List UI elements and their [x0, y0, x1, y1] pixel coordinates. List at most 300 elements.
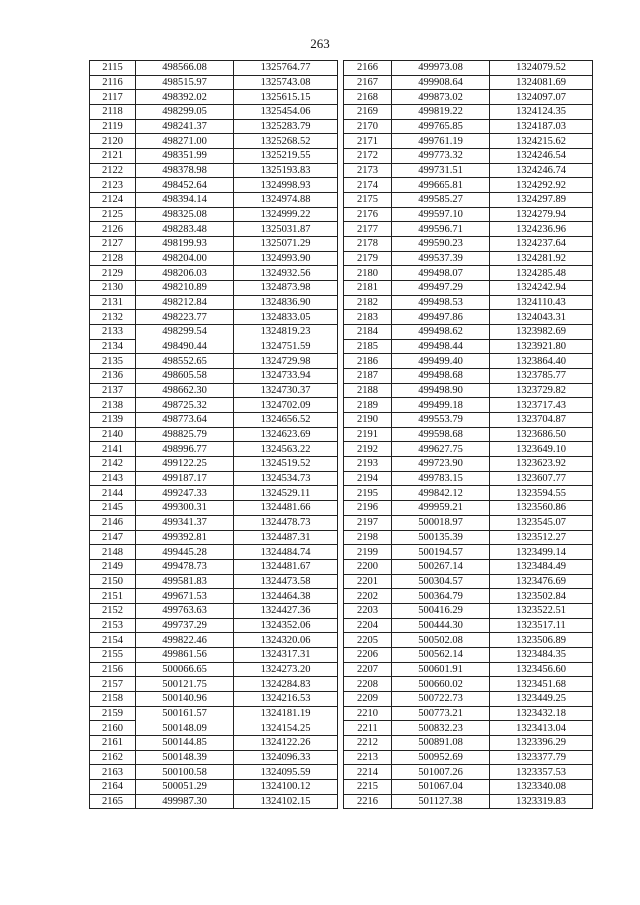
x-coordinate-cell: 499973.08: [392, 61, 490, 76]
table-row: [90, 662, 338, 677]
y-coordinate-cell: 1325615.15: [234, 90, 338, 105]
x-coordinate-cell: 499596.71: [392, 222, 490, 237]
point-number-cell: 2211: [344, 721, 392, 736]
table-row: [90, 119, 338, 134]
y-coordinate-cell: 1323864.40: [490, 354, 593, 369]
y-coordinate-cell: 1324819.23: [234, 325, 338, 340]
table-row: [90, 574, 338, 589]
table-row: [344, 251, 593, 266]
point-number-cell: 2133: [90, 325, 136, 340]
table-row: [90, 149, 338, 164]
table-row: [90, 398, 338, 413]
y-coordinate-cell: 1323484.49: [490, 559, 593, 574]
table-row: [344, 574, 593, 589]
y-coordinate-cell: 1324623.69: [234, 427, 338, 442]
point-number-cell: 2135: [90, 354, 136, 369]
x-coordinate-cell: 499959.21: [392, 501, 490, 516]
table-row: [344, 735, 593, 750]
point-number-cell: 2198: [344, 530, 392, 545]
y-coordinate-cell: 1324427.36: [234, 603, 338, 618]
point-number-cell: 2189: [344, 398, 392, 413]
x-coordinate-cell: 500161.57: [136, 706, 234, 721]
table-row: [90, 281, 338, 296]
x-coordinate-cell: 499773.32: [392, 149, 490, 164]
point-number-cell: 2210: [344, 706, 392, 721]
x-coordinate-cell: 500304.57: [392, 574, 490, 589]
y-coordinate-cell: 1324297.89: [490, 193, 593, 208]
x-coordinate-cell: 499553.79: [392, 413, 490, 428]
point-number-cell: 2117: [90, 90, 136, 105]
y-coordinate-cell: 1323704.87: [490, 413, 593, 428]
table-row: [90, 706, 338, 721]
x-coordinate-cell: 498241.37: [136, 119, 234, 134]
table-row: [90, 207, 338, 222]
point-number-cell: 2168: [344, 90, 392, 105]
y-coordinate-cell: 1323785.77: [490, 369, 593, 384]
point-number-cell: 2202: [344, 589, 392, 604]
table-row: [344, 442, 593, 457]
x-coordinate-cell: 498206.03: [136, 266, 234, 281]
point-number-cell: 2169: [344, 105, 392, 120]
y-coordinate-cell: 1324095.59: [234, 765, 338, 780]
x-coordinate-cell: 499300.31: [136, 501, 234, 516]
x-coordinate-cell: 499445.28: [136, 545, 234, 560]
y-coordinate-cell: 1324237.64: [490, 237, 593, 252]
table-row: [344, 90, 593, 105]
x-coordinate-cell: 498351.99: [136, 149, 234, 164]
y-coordinate-cell: 1324246.54: [490, 149, 593, 164]
point-number-cell: 2118: [90, 105, 136, 120]
point-number-cell: 2196: [344, 501, 392, 516]
x-coordinate-cell: 499498.62: [392, 325, 490, 340]
point-number-cell: 2122: [90, 163, 136, 178]
point-number-cell: 2214: [344, 765, 392, 780]
y-coordinate-cell: 1324100.12: [234, 779, 338, 794]
y-coordinate-cell: 1324836.90: [234, 295, 338, 310]
point-number-cell: 2187: [344, 369, 392, 384]
x-coordinate-cell: 499537.39: [392, 251, 490, 266]
point-number-cell: 2165: [90, 794, 136, 809]
table-row: [344, 750, 593, 765]
point-number-cell: 2176: [344, 207, 392, 222]
table-row: [344, 691, 593, 706]
y-coordinate-cell: 1324215.62: [490, 134, 593, 149]
table-row: [90, 794, 338, 809]
x-coordinate-cell: 500773.21: [392, 706, 490, 721]
y-coordinate-cell: 1324487.31: [234, 530, 338, 545]
y-coordinate-cell: 1324043.31: [490, 310, 593, 325]
y-coordinate-cell: 1324154.25: [234, 721, 338, 736]
x-coordinate-cell: 499842.12: [392, 486, 490, 501]
x-coordinate-cell: 498283.48: [136, 222, 234, 237]
table-row: [344, 369, 593, 384]
point-number-cell: 2142: [90, 457, 136, 472]
table-row: [90, 163, 338, 178]
x-coordinate-cell: 500952.69: [392, 750, 490, 765]
table-row: [90, 134, 338, 149]
y-coordinate-cell: 1324284.83: [234, 677, 338, 692]
table-row: [344, 545, 593, 560]
table-row: [344, 163, 593, 178]
x-coordinate-cell: 499665.81: [392, 178, 490, 193]
point-number-cell: 2146: [90, 515, 136, 530]
y-coordinate-cell: 1324999.22: [234, 207, 338, 222]
point-number-cell: 2116: [90, 75, 136, 90]
point-number-cell: 2153: [90, 618, 136, 633]
point-number-cell: 2127: [90, 237, 136, 252]
y-coordinate-cell: 1324281.92: [490, 251, 593, 266]
y-coordinate-cell: 1324702.09: [234, 398, 338, 413]
x-coordinate-cell: 498452.64: [136, 178, 234, 193]
point-number-cell: 2154: [90, 633, 136, 648]
x-coordinate-cell: 499783.15: [392, 471, 490, 486]
y-coordinate-cell: 1323517.11: [490, 618, 593, 633]
table-row: [90, 603, 338, 618]
x-coordinate-cell: 498825.79: [136, 427, 234, 442]
y-coordinate-cell: 1324292.92: [490, 178, 593, 193]
x-coordinate-cell: 498223.77: [136, 310, 234, 325]
coordinates-table-right: [343, 60, 593, 809]
x-coordinate-cell: 499499.40: [392, 354, 490, 369]
table-row: [90, 427, 338, 442]
x-coordinate-cell: 499498.07: [392, 266, 490, 281]
point-number-cell: 2203: [344, 603, 392, 618]
y-coordinate-cell: 1323340.08: [490, 779, 593, 794]
y-coordinate-cell: 1324181.19: [234, 706, 338, 721]
y-coordinate-cell: 1323686.50: [490, 427, 593, 442]
point-number-cell: 2175: [344, 193, 392, 208]
table-row: [344, 119, 593, 134]
point-number-cell: 2128: [90, 251, 136, 266]
table-row: [90, 251, 338, 266]
y-coordinate-cell: 1323729.82: [490, 383, 593, 398]
y-coordinate-cell: 1324081.69: [490, 75, 593, 90]
x-coordinate-cell: 498552.65: [136, 354, 234, 369]
table-row: [344, 677, 593, 692]
x-coordinate-cell: 499498.44: [392, 339, 490, 354]
y-coordinate-cell: 1324187.03: [490, 119, 593, 134]
table-row: [90, 222, 338, 237]
y-coordinate-cell: 1325193.83: [234, 163, 338, 178]
x-coordinate-cell: 498394.14: [136, 193, 234, 208]
x-coordinate-cell: 499478.73: [136, 559, 234, 574]
table-row: [90, 677, 338, 692]
table-row: [90, 647, 338, 662]
table-row: [90, 193, 338, 208]
x-coordinate-cell: 498199.93: [136, 237, 234, 252]
y-coordinate-cell: 1323560.86: [490, 501, 593, 516]
y-coordinate-cell: 1324484.74: [234, 545, 338, 560]
point-number-cell: 2182: [344, 295, 392, 310]
x-coordinate-cell: 501067.04: [392, 779, 490, 794]
y-coordinate-cell: 1323476.69: [490, 574, 593, 589]
point-number-cell: 2184: [344, 325, 392, 340]
point-number-cell: 2125: [90, 207, 136, 222]
y-coordinate-cell: 1323377.79: [490, 750, 593, 765]
x-coordinate-cell: 499598.68: [392, 427, 490, 442]
point-number-cell: 2140: [90, 427, 136, 442]
y-coordinate-cell: 1324478.73: [234, 515, 338, 530]
table-row: [90, 442, 338, 457]
point-number-cell: 2192: [344, 442, 392, 457]
point-number-cell: 2148: [90, 545, 136, 560]
x-coordinate-cell: 498325.08: [136, 207, 234, 222]
point-number-cell: 2163: [90, 765, 136, 780]
point-number-cell: 2159: [90, 706, 136, 721]
x-coordinate-cell: 499819.22: [392, 105, 490, 120]
point-number-cell: 2167: [344, 75, 392, 90]
page-number: 263: [310, 36, 330, 51]
table-row: [344, 706, 593, 721]
table-row: [344, 515, 593, 530]
point-number-cell: 2193: [344, 457, 392, 472]
table-row: [90, 633, 338, 648]
point-number-cell: 2130: [90, 281, 136, 296]
x-coordinate-cell: 498725.32: [136, 398, 234, 413]
point-number-cell: 2205: [344, 633, 392, 648]
table-row: [344, 178, 593, 193]
x-coordinate-cell: 499765.85: [392, 119, 490, 134]
point-number-cell: 2201: [344, 574, 392, 589]
table-row: [90, 530, 338, 545]
x-coordinate-cell: 500416.29: [392, 603, 490, 618]
point-number-cell: 2181: [344, 281, 392, 296]
point-number-cell: 2129: [90, 266, 136, 281]
y-coordinate-cell: 1323982.69: [490, 325, 593, 340]
table-row: [344, 647, 593, 662]
point-number-cell: 2158: [90, 691, 136, 706]
y-coordinate-cell: 1324932.56: [234, 266, 338, 281]
table-row: [344, 266, 593, 281]
y-coordinate-cell: 1324352.06: [234, 618, 338, 633]
table-row: [344, 721, 593, 736]
x-coordinate-cell: 499731.51: [392, 163, 490, 178]
point-number-cell: 2215: [344, 779, 392, 794]
table-row: [90, 90, 338, 105]
y-coordinate-cell: 1323623.92: [490, 457, 593, 472]
table-row: [344, 633, 593, 648]
x-coordinate-cell: 498271.00: [136, 134, 234, 149]
x-coordinate-cell: 500194.57: [392, 545, 490, 560]
table-row: [90, 765, 338, 780]
y-coordinate-cell: 1324534.73: [234, 471, 338, 486]
y-coordinate-cell: 1324974.88: [234, 193, 338, 208]
table-row: [90, 691, 338, 706]
table-row: [344, 413, 593, 428]
y-coordinate-cell: 1324285.48: [490, 266, 593, 281]
point-number-cell: 2213: [344, 750, 392, 765]
point-number-cell: 2138: [90, 398, 136, 413]
y-coordinate-cell: 1323921.80: [490, 339, 593, 354]
point-number-cell: 2212: [344, 735, 392, 750]
point-number-cell: 2185: [344, 339, 392, 354]
table-row: [90, 369, 338, 384]
table-row: [90, 339, 338, 354]
point-number-cell: 2136: [90, 369, 136, 384]
y-coordinate-cell: 1323396.29: [490, 735, 593, 750]
point-number-cell: 2206: [344, 647, 392, 662]
table-row: [90, 486, 338, 501]
table-row: [344, 530, 593, 545]
point-number-cell: 2209: [344, 691, 392, 706]
table-row: [90, 545, 338, 560]
y-coordinate-cell: 1323506.89: [490, 633, 593, 648]
table-row: [344, 295, 593, 310]
x-coordinate-cell: 499822.46: [136, 633, 234, 648]
x-coordinate-cell: 499671.53: [136, 589, 234, 604]
point-number-cell: 2143: [90, 471, 136, 486]
table-row: [90, 559, 338, 574]
y-coordinate-cell: 1325743.08: [234, 75, 338, 90]
point-number-cell: 2180: [344, 266, 392, 281]
table-row: [344, 339, 593, 354]
table-row: [90, 178, 338, 193]
table-row: [344, 457, 593, 472]
y-coordinate-cell: 1324320.06: [234, 633, 338, 648]
point-number-cell: 2120: [90, 134, 136, 149]
x-coordinate-cell: 500148.09: [136, 721, 234, 736]
table-row: [90, 75, 338, 90]
x-coordinate-cell: 500832.23: [392, 721, 490, 736]
table-row: [344, 559, 593, 574]
y-coordinate-cell: 1324216.53: [234, 691, 338, 706]
table-row: [90, 383, 338, 398]
x-coordinate-cell: 499761.19: [392, 134, 490, 149]
point-number-cell: 2147: [90, 530, 136, 545]
y-coordinate-cell: 1324473.58: [234, 574, 338, 589]
point-number-cell: 2173: [344, 163, 392, 178]
y-coordinate-cell: 1323502.84: [490, 589, 593, 604]
point-number-cell: 2179: [344, 251, 392, 266]
y-coordinate-cell: 1324563.22: [234, 442, 338, 457]
x-coordinate-cell: 500364.79: [392, 589, 490, 604]
x-coordinate-cell: 498204.00: [136, 251, 234, 266]
point-number-cell: 2121: [90, 149, 136, 164]
table-row: [90, 721, 338, 736]
point-number-cell: 2151: [90, 589, 136, 604]
table-row: [344, 134, 593, 149]
table-row: [344, 618, 593, 633]
y-coordinate-cell: 1323607.77: [490, 471, 593, 486]
x-coordinate-cell: 499590.23: [392, 237, 490, 252]
x-coordinate-cell: 498212.84: [136, 295, 234, 310]
point-number-cell: 2115: [90, 61, 136, 76]
y-coordinate-cell: 1323545.07: [490, 515, 593, 530]
y-coordinate-cell: 1323512.27: [490, 530, 593, 545]
x-coordinate-cell: 500444.30: [392, 618, 490, 633]
x-coordinate-cell: 500018.97: [392, 515, 490, 530]
table-row: [90, 501, 338, 516]
y-coordinate-cell: 1325764.77: [234, 61, 338, 76]
y-coordinate-cell: 1323357.53: [490, 765, 593, 780]
table-row: [344, 383, 593, 398]
table-row: [344, 193, 593, 208]
x-coordinate-cell: 500660.02: [392, 677, 490, 692]
y-coordinate-cell: 1325454.06: [234, 105, 338, 120]
x-coordinate-cell: 498210.89: [136, 281, 234, 296]
x-coordinate-cell: 498773.64: [136, 413, 234, 428]
y-coordinate-cell: 1324102.15: [234, 794, 338, 809]
point-number-cell: 2172: [344, 149, 392, 164]
table-row: [344, 501, 593, 516]
point-number-cell: 2126: [90, 222, 136, 237]
table-row: [90, 471, 338, 486]
y-coordinate-cell: 1324246.74: [490, 163, 593, 178]
x-coordinate-cell: 499737.29: [136, 618, 234, 633]
y-coordinate-cell: 1324279.94: [490, 207, 593, 222]
table-row: [344, 794, 593, 809]
table-row: [344, 207, 593, 222]
point-number-cell: 2183: [344, 310, 392, 325]
point-number-cell: 2123: [90, 178, 136, 193]
x-coordinate-cell: 499597.10: [392, 207, 490, 222]
point-number-cell: 2200: [344, 559, 392, 574]
table-row: [344, 603, 593, 618]
table-row: [90, 515, 338, 530]
x-coordinate-cell: 498996.77: [136, 442, 234, 457]
table-row: [90, 750, 338, 765]
table-row: [90, 266, 338, 281]
y-coordinate-cell: 1324273.20: [234, 662, 338, 677]
point-number-cell: 2155: [90, 647, 136, 662]
y-coordinate-cell: 1324236.96: [490, 222, 593, 237]
x-coordinate-cell: 500144.85: [136, 735, 234, 750]
y-coordinate-cell: 1324519.52: [234, 457, 338, 472]
point-number-cell: 2162: [90, 750, 136, 765]
point-number-cell: 2216: [344, 794, 392, 809]
x-coordinate-cell: 500891.08: [392, 735, 490, 750]
y-coordinate-cell: 1323499.14: [490, 545, 593, 560]
y-coordinate-cell: 1324124.35: [490, 105, 593, 120]
y-coordinate-cell: 1325283.79: [234, 119, 338, 134]
point-number-cell: 2150: [90, 574, 136, 589]
point-number-cell: 2177: [344, 222, 392, 237]
point-number-cell: 2157: [90, 677, 136, 692]
table-row: [90, 310, 338, 325]
point-number-cell: 2195: [344, 486, 392, 501]
coordinates-table-left: [89, 60, 338, 809]
x-coordinate-cell: 499908.64: [392, 75, 490, 90]
x-coordinate-cell: 498299.05: [136, 105, 234, 120]
y-coordinate-cell: 1324833.05: [234, 310, 338, 325]
table-row: [344, 310, 593, 325]
point-number-cell: 2191: [344, 427, 392, 442]
point-number-cell: 2164: [90, 779, 136, 794]
point-number-cell: 2124: [90, 193, 136, 208]
table-row: [90, 325, 338, 340]
x-coordinate-cell: 500100.58: [136, 765, 234, 780]
x-coordinate-cell: 499497.86: [392, 310, 490, 325]
point-number-cell: 2141: [90, 442, 136, 457]
y-coordinate-cell: 1324729.98: [234, 354, 338, 369]
point-number-cell: 2161: [90, 735, 136, 750]
x-coordinate-cell: 500148.39: [136, 750, 234, 765]
x-coordinate-cell: 499627.75: [392, 442, 490, 457]
table-row: [344, 354, 593, 369]
x-coordinate-cell: 499763.63: [136, 603, 234, 618]
table-row: [90, 237, 338, 252]
point-number-cell: 2188: [344, 383, 392, 398]
table-row: [344, 105, 593, 120]
table-row: [90, 354, 338, 369]
x-coordinate-cell: 501127.38: [392, 794, 490, 809]
x-coordinate-cell: 499187.17: [136, 471, 234, 486]
table-row: [90, 295, 338, 310]
y-coordinate-cell: 1324998.93: [234, 178, 338, 193]
y-coordinate-cell: 1325031.87: [234, 222, 338, 237]
point-number-cell: 2178: [344, 237, 392, 252]
y-coordinate-cell: 1323451.68: [490, 677, 593, 692]
